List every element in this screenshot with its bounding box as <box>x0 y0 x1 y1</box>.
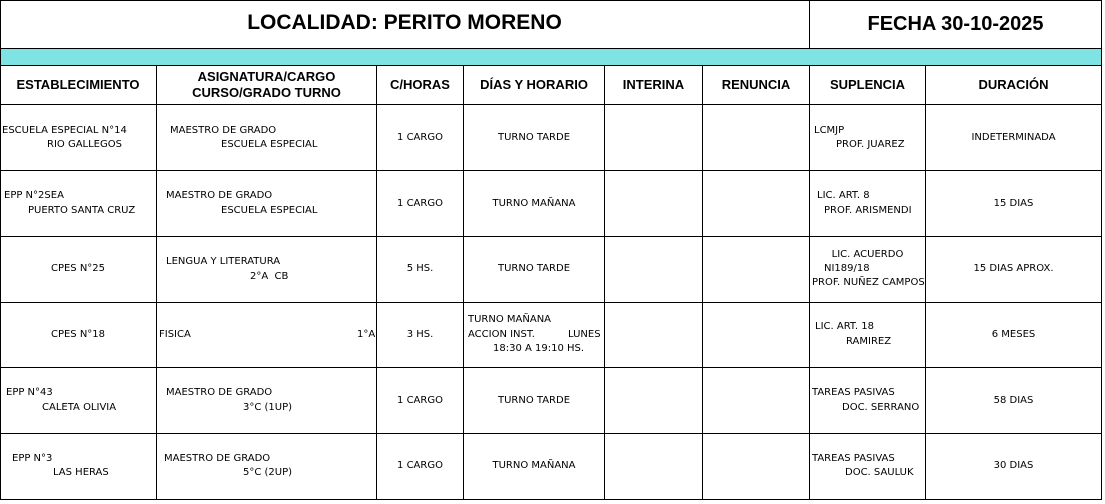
row2-asignatura: MAESTRO DE GRADO <box>166 190 273 201</box>
row5-establecimiento: EPP N°43 <box>6 387 53 398</box>
row3-curso: 2°A CB <box>250 271 289 282</box>
grid-line <box>0 48 1102 49</box>
row2-suplencia-motivo: LIC. ART. 8 <box>817 190 870 201</box>
row4-suplencia-motivo: LIC. ART. 18 <box>815 321 874 332</box>
row2-localidad: PUERTO SANTA CRUZ <box>28 205 136 216</box>
row3-duracion: 15 DIAS APROX. <box>973 263 1054 274</box>
row4-asignatura: FISICA <box>159 329 191 340</box>
row6-curso: 5°C (2UP) <box>243 467 293 478</box>
column-header-asignatura-line2: CURSO/GRADO TURNO <box>192 85 341 100</box>
column-header-interina: INTERINA <box>622 77 685 92</box>
column-header-dias-horario: DÍAS Y HORARIO <box>480 77 588 92</box>
row6-duracion: 30 DIAS <box>993 460 1034 471</box>
row4-dias-accion: ACCION INST. <box>468 329 535 340</box>
row4-horas: 3 HS. <box>406 329 434 340</box>
row4-duracion: 6 MESES <box>991 329 1036 340</box>
row6-dias: TURNO MAÑANA <box>492 460 576 471</box>
row2-establecimiento: EPP N°2SEA <box>4 190 64 201</box>
grid-line <box>0 65 1102 66</box>
row1-dias: TURNO TARDE <box>497 132 571 143</box>
row2-suplencia-docente: PROF. ARISMENDI <box>824 205 912 216</box>
localidad-title: LOCALIDAD: PERITO MORENO <box>247 11 562 34</box>
row1-localidad: RIO GALLEGOS <box>47 139 122 150</box>
row1-establecimiento: ESCUELA ESPECIAL N°14 <box>2 125 127 136</box>
row1-asignatura: MAESTRO DE GRADO <box>170 125 277 136</box>
column-header-renuncia: RENUNCIA <box>721 77 791 92</box>
row5-dias: TURNO TARDE <box>497 395 571 406</box>
row1-curso: ESCUELA ESPECIAL <box>221 139 318 150</box>
grid-line <box>0 0 1102 1</box>
row2-curso: ESCUELA ESPECIAL <box>221 205 318 216</box>
row6-establecimiento: EPP N°3 <box>12 453 53 464</box>
row4-curso: 1°A <box>357 329 376 340</box>
grid-line <box>604 65 605 500</box>
row6-localidad: LAS HERAS <box>53 467 109 478</box>
row5-localidad: CALETA OLIVIA <box>42 402 117 413</box>
row3-suplencia-motivo: LIC. ACUERDO <box>831 249 904 260</box>
grid-line <box>0 433 1102 434</box>
row3-asignatura: LENGUA Y LITERATURA <box>166 256 281 267</box>
grid-line <box>0 367 1102 368</box>
grid-line <box>0 499 1102 500</box>
row3-establecimiento: CPES N°25 <box>50 263 106 274</box>
row5-duracion: 58 DIAS <box>993 395 1034 406</box>
row3-suplencia-norma: NI189/18 <box>824 263 870 274</box>
row4-dias-horario: 18:30 A 19:10 HS. <box>493 343 585 354</box>
row3-dias: TURNO TARDE <box>497 263 571 274</box>
row5-asignatura: MAESTRO DE GRADO <box>166 387 273 398</box>
grid-line <box>702 65 703 500</box>
row5-curso: 3°C (1UP) <box>243 402 293 413</box>
grid-line <box>0 0 1 500</box>
fecha-title: FECHA 30-10-2025 <box>867 13 1044 35</box>
row6-asignatura: MAESTRO DE GRADO <box>164 453 271 464</box>
row3-horas: 5 HS. <box>406 263 434 274</box>
grid-line <box>0 104 1102 105</box>
row6-suplencia-docente: DOC. SAULUK <box>845 467 914 478</box>
column-header-asignatura-line1: ASIGNATURA/CARGO <box>197 69 336 84</box>
row2-horas: 1 CARGO <box>397 198 443 209</box>
grid-line <box>809 65 810 500</box>
column-header-establecimiento: ESTABLECIMIENTO <box>16 77 140 92</box>
row6-horas: 1 CARGO <box>397 460 443 471</box>
row1-horas: 1 CARGO <box>397 132 443 143</box>
grid-line <box>156 65 157 500</box>
row4-dias-turno: TURNO MAÑANA <box>468 314 552 325</box>
row4-dias-dia: LUNES <box>568 329 601 340</box>
grid-line <box>0 170 1102 171</box>
row3-suplencia-docente: PROF. NUÑEZ CAMPOS <box>812 277 925 288</box>
color-band <box>1 49 1101 65</box>
row2-duracion: 15 DIAS <box>993 198 1034 209</box>
column-header-duracion: DURACIÓN <box>978 77 1049 92</box>
row1-suplencia-docente: PROF. JUAREZ <box>836 139 905 150</box>
row5-horas: 1 CARGO <box>397 395 443 406</box>
column-header-c-horas: C/HORAS <box>390 77 450 92</box>
row5-suplencia-docente: DOC. SERRANO <box>842 402 920 413</box>
row1-suplencia-motivo: LCMJP <box>814 125 845 136</box>
row2-dias: TURNO MAÑANA <box>492 198 576 209</box>
grid-line <box>0 302 1102 303</box>
row4-suplencia-docente: RAMIREZ <box>846 336 892 347</box>
column-header-suplencia: SUPLENCIA <box>829 77 906 92</box>
grid-line <box>0 236 1102 237</box>
row1-duracion: INDETERMINADA <box>971 132 1056 143</box>
row6-suplencia-motivo: TAREAS PASIVAS <box>812 453 895 464</box>
row4-establecimiento: CPES N°18 <box>50 329 106 340</box>
row5-suplencia-motivo: TAREAS PASIVAS <box>812 387 895 398</box>
grid-line <box>1101 0 1102 500</box>
